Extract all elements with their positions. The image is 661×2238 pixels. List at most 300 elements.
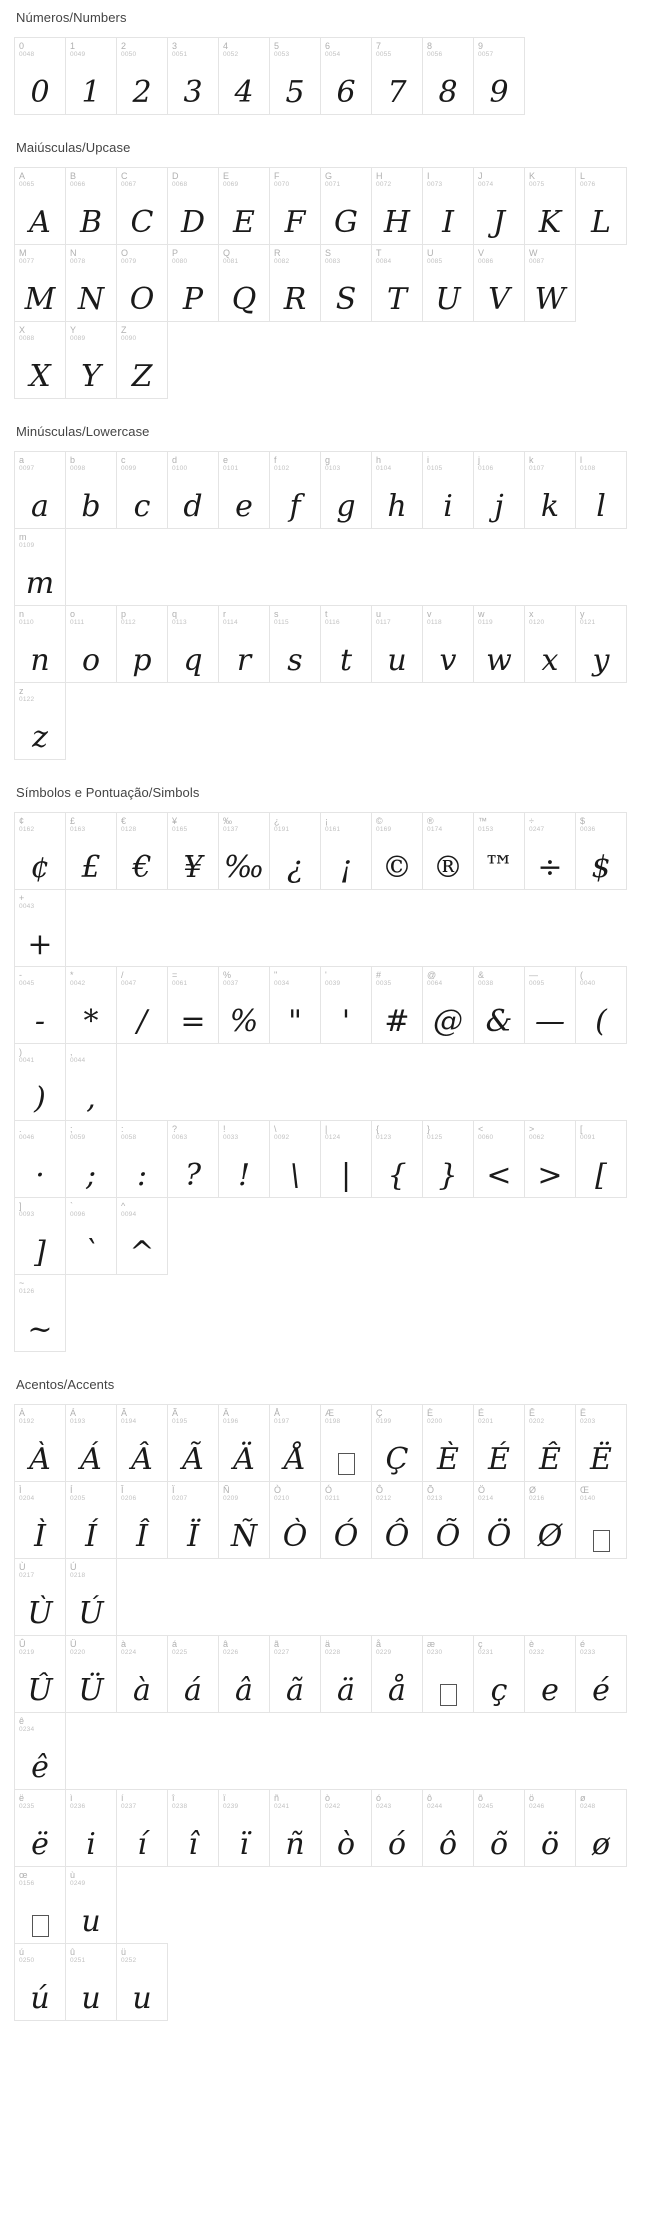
glyph-cell[interactable]: [524, 812, 576, 890]
glyph-cell[interactable]: [14, 1481, 66, 1559]
glyph-meta: [580, 171, 595, 189]
glyph-meta: [121, 41, 136, 59]
glyph-meta: [427, 609, 442, 627]
glyph-cell[interactable]: [167, 451, 219, 529]
glyph-code-label: 0101: [223, 465, 239, 473]
glyph-cell[interactable]: [320, 1789, 372, 1867]
glyph-meta: [274, 1793, 289, 1811]
glyph-character-label: ¿: [274, 816, 280, 826]
glyph-cell[interactable]: [14, 1866, 66, 1944]
glyph-section: [14, 140, 647, 398]
glyph-cell[interactable]: [116, 1120, 168, 1198]
glyph-character-label: ¢: [19, 816, 25, 826]
glyph-cell[interactable]: [218, 1120, 270, 1198]
glyph-code-label: 0191: [274, 826, 290, 834]
glyph-preview: U: [435, 282, 461, 317]
glyph-cell[interactable]: [269, 167, 321, 245]
glyph-code-label: 0243: [376, 1803, 392, 1811]
glyph-preview: á: [184, 1673, 202, 1708]
glyph-cell[interactable]: [524, 244, 576, 322]
glyph-character-label: g: [325, 455, 331, 465]
glyph-character-label: [: [580, 1124, 583, 1134]
glyph-character-label: 2: [121, 41, 127, 51]
glyph-cell[interactable]: [116, 605, 168, 683]
glyph-character-label: R: [274, 248, 281, 258]
glyph-character-label: X: [19, 325, 26, 335]
glyph-cell[interactable]: [575, 451, 627, 529]
glyph-character-label: ö: [529, 1793, 535, 1803]
glyph-cell[interactable]: [167, 605, 219, 683]
glyph-cell[interactable]: [116, 37, 168, 115]
glyph-preview: @: [433, 1004, 463, 1039]
glyph-code-label: 0115: [274, 619, 289, 627]
glyph-code-label: 0212: [376, 1495, 392, 1503]
glyph-cell[interactable]: [65, 966, 117, 1044]
glyph-cell[interactable]: [320, 167, 372, 245]
glyph-cell[interactable]: [422, 1789, 474, 1867]
glyph-meta: [121, 1793, 136, 1811]
glyph-preview: }: [438, 1158, 458, 1193]
glyph-cell[interactable]: [14, 37, 66, 115]
glyph-cell[interactable]: [167, 812, 219, 890]
glyph-character-label: N: [70, 248, 77, 258]
glyph-code-label: 0039: [325, 980, 341, 988]
glyph-character-label: Ç: [376, 1408, 383, 1418]
glyph-cell[interactable]: [422, 812, 474, 890]
glyph-meta: [172, 41, 187, 59]
missing-glyph-icon: [338, 1453, 355, 1475]
glyph-meta: [70, 1639, 85, 1657]
glyph-cell[interactable]: [167, 1404, 219, 1482]
glyph-cell[interactable]: [167, 37, 219, 115]
glyph-code-label: 0070: [274, 181, 290, 189]
glyph-meta: [376, 171, 391, 189]
glyph-cell[interactable]: [218, 1635, 270, 1713]
glyph-cell[interactable]: [116, 451, 168, 529]
glyph-cell[interactable]: [14, 682, 66, 760]
glyph-code-label: 0204: [19, 1495, 35, 1503]
glyph-cell[interactable]: [116, 167, 168, 245]
glyph-cell[interactable]: [218, 451, 270, 529]
glyph-cell[interactable]: [65, 321, 117, 399]
glyph-cell[interactable]: [422, 37, 474, 115]
glyph-cell[interactable]: [65, 451, 117, 529]
glyph-code-label: 0066: [70, 181, 86, 189]
glyph-cell[interactable]: [422, 167, 474, 245]
glyph-cell[interactable]: [14, 1043, 66, 1121]
glyph-code-label: 0111: [70, 619, 85, 627]
glyph-cell[interactable]: [167, 1120, 219, 1198]
glyph-cell[interactable]: [371, 1481, 423, 1559]
glyph-cell[interactable]: [524, 1789, 576, 1867]
glyph-cell[interactable]: [116, 1789, 168, 1867]
glyph-code-label: 0086: [478, 258, 494, 266]
glyph-cell[interactable]: [473, 1120, 525, 1198]
glyph-cell[interactable]: [269, 966, 321, 1044]
glyph-cell[interactable]: [14, 605, 66, 683]
glyph-cell[interactable]: [14, 966, 66, 1044]
glyph-cell[interactable]: [269, 244, 321, 322]
glyph-character-label: Í: [70, 1485, 73, 1495]
glyph-code-label: 0162: [19, 826, 35, 834]
glyph-cell[interactable]: [320, 37, 372, 115]
glyph-meta: [121, 455, 136, 473]
glyph-code-label: 0195: [172, 1418, 188, 1426]
glyph-cell[interactable]: [473, 451, 525, 529]
glyph-cell[interactable]: [14, 1789, 66, 1867]
glyph-character-label: ~: [19, 1278, 25, 1288]
glyph-meta: [325, 171, 340, 189]
glyph-cell[interactable]: [320, 451, 372, 529]
glyph-cell[interactable]: [320, 966, 372, 1044]
glyph-cell[interactable]: [14, 528, 66, 606]
glyph-code-label: 0045: [19, 980, 35, 988]
glyph-cell[interactable]: [116, 321, 168, 399]
glyph-cell[interactable]: [473, 37, 525, 115]
glyph-meta: [70, 1947, 85, 1965]
glyph-cell[interactable]: [14, 1274, 66, 1352]
glyph-code-label: 0061: [172, 980, 188, 988]
glyph-preview: ©: [382, 850, 412, 885]
glyph-code-label: 0124: [325, 1134, 341, 1142]
glyph-cell[interactable]: [473, 1789, 525, 1867]
glyph-cell[interactable]: [65, 1558, 117, 1636]
glyph-cell[interactable]: [65, 1943, 117, 2021]
glyph-cell[interactable]: [422, 244, 474, 322]
glyph-cell[interactable]: [65, 1635, 117, 1713]
glyph-cell[interactable]: [320, 605, 372, 683]
glyph-cell[interactable]: [269, 37, 321, 115]
glyph-code-label: 0043: [19, 903, 35, 911]
glyph-meta: [223, 41, 238, 59]
glyph-cell[interactable]: [14, 1404, 66, 1482]
glyph-cell[interactable]: [218, 812, 270, 890]
glyph-code-label: 0080: [172, 258, 188, 266]
glyph-cell[interactable]: [218, 1789, 270, 1867]
glyph-preview: !: [237, 1158, 251, 1193]
glyph-cell[interactable]: [65, 812, 117, 890]
glyph-cell[interactable]: [422, 1404, 474, 1482]
glyph-cell[interactable]: [524, 451, 576, 529]
glyph-cell[interactable]: [371, 1789, 423, 1867]
glyph-meta: [70, 171, 85, 189]
glyph-code-label: 0245: [478, 1803, 494, 1811]
glyph-cell[interactable]: [371, 1635, 423, 1713]
glyph-preview: h: [387, 489, 407, 524]
glyph-cell[interactable]: [320, 1404, 372, 1482]
glyph-character-label: :: [121, 1124, 124, 1134]
glyph-cell[interactable]: [269, 812, 321, 890]
glyph-cell[interactable]: [575, 1404, 627, 1482]
glyph-section: [14, 424, 647, 759]
glyph-section: [14, 785, 647, 1351]
glyph-character-label: 1: [70, 41, 76, 51]
glyph-code-label: 0105: [427, 465, 443, 473]
glyph-cell[interactable]: [218, 605, 270, 683]
glyph-code-label: 0083: [325, 258, 341, 266]
glyph-character-label: a: [19, 455, 25, 465]
glyph-cell[interactable]: [371, 966, 423, 1044]
glyph-cell[interactable]: [269, 1635, 321, 1713]
glyph-cell[interactable]: [65, 1197, 117, 1275]
glyph-preview: f: [289, 489, 301, 524]
glyph-meta: [19, 1870, 34, 1888]
glyph-cell[interactable]: [524, 1635, 576, 1713]
glyph-cell[interactable]: [422, 1635, 474, 1713]
glyph-code-label: 0046: [19, 1134, 35, 1142]
glyph-character-label: ã: [274, 1639, 280, 1649]
glyph-cell[interactable]: [116, 1635, 168, 1713]
glyph-code-label: 0102: [274, 465, 290, 473]
glyph-meta: [427, 1793, 442, 1811]
glyph-cell[interactable]: [14, 1120, 66, 1198]
glyph-code-label: 0196: [223, 1418, 239, 1426]
glyph-cell[interactable]: [116, 1481, 168, 1559]
glyph-cell[interactable]: [167, 966, 219, 1044]
glyph-cell[interactable]: [320, 244, 372, 322]
glyph-cell[interactable]: [473, 812, 525, 890]
glyph-meta: [223, 455, 238, 473]
glyph-cell[interactable]: [269, 605, 321, 683]
glyph-cell[interactable]: [320, 1635, 372, 1713]
glyph-cell[interactable]: [269, 1789, 321, 1867]
glyph-preview: Õ: [435, 1519, 461, 1554]
glyph-cell[interactable]: [473, 1481, 525, 1559]
glyph-cell[interactable]: [218, 167, 270, 245]
glyph-cell[interactable]: [473, 1404, 525, 1482]
glyph-cell[interactable]: [218, 37, 270, 115]
glyph-meta: [172, 455, 187, 473]
glyph-code-label: 0236: [70, 1803, 86, 1811]
glyph-character-label: Ù: [19, 1562, 26, 1572]
glyph-meta: [478, 970, 493, 988]
glyph-cell[interactable]: [116, 1404, 168, 1482]
glyph-row: [14, 1404, 647, 1481]
glyph-meta: [274, 248, 289, 266]
glyph-cell[interactable]: [473, 167, 525, 245]
glyph-cell[interactable]: [65, 244, 117, 322]
glyph-code-label: 0169: [376, 826, 392, 834]
glyph-cell[interactable]: [575, 1120, 627, 1198]
glyph-cell[interactable]: [65, 1043, 117, 1121]
glyph-cell[interactable]: [65, 1481, 117, 1559]
glyph-cell[interactable]: [167, 244, 219, 322]
glyph-cell[interactable]: [575, 167, 627, 245]
glyph-cell[interactable]: [371, 244, 423, 322]
glyph-cell[interactable]: [14, 167, 66, 245]
glyph-cell[interactable]: [473, 244, 525, 322]
glyph-cell[interactable]: [371, 1404, 423, 1482]
glyph-cell[interactable]: [422, 966, 474, 1044]
glyph-preview: £: [81, 850, 101, 885]
glyph-character-label: }: [427, 1124, 431, 1134]
glyph-cell[interactable]: [65, 1120, 117, 1198]
glyph-cell[interactable]: [575, 966, 627, 1044]
glyph-meta: [376, 609, 391, 627]
glyph-code-label: 0237: [121, 1803, 137, 1811]
glyph-character-label: ò: [325, 1793, 331, 1803]
glyph-preview: Ü: [78, 1673, 104, 1708]
glyph-cell[interactable]: [371, 167, 423, 245]
glyph-cell[interactable]: [65, 1789, 117, 1867]
glyph-row: [14, 1120, 647, 1274]
glyph-character-label: ™: [478, 816, 487, 826]
glyph-meta: [376, 1639, 391, 1657]
glyph-cell[interactable]: [65, 37, 117, 115]
glyph-character-label: e: [223, 455, 229, 465]
glyph-code-label: 0074: [478, 181, 494, 189]
glyph-cell[interactable]: [473, 1635, 525, 1713]
glyph-code-label: 0094: [121, 1211, 137, 1219]
glyph-cell[interactable]: [422, 1120, 474, 1198]
glyph-cell[interactable]: [14, 1558, 66, 1636]
glyph-character-label: <: [478, 1124, 484, 1134]
glyph-cell[interactable]: [218, 966, 270, 1044]
glyph-cell[interactable]: [65, 1866, 117, 1944]
glyph-character-label: Ü: [70, 1639, 77, 1649]
glyph-cell[interactable]: [14, 1943, 66, 2021]
glyph-meta: [172, 171, 187, 189]
glyph-cell[interactable]: [422, 451, 474, 529]
glyph-cell[interactable]: [524, 1120, 576, 1198]
glyph-cell[interactable]: [422, 1481, 474, 1559]
glyph-meta: [580, 1639, 595, 1657]
glyph-cell[interactable]: [371, 451, 423, 529]
glyph-cell[interactable]: [167, 1789, 219, 1867]
glyph-code-label: 0069: [223, 181, 239, 189]
glyph-meta: [172, 970, 187, 988]
glyph-cell[interactable]: [371, 37, 423, 115]
glyph-cell[interactable]: [371, 1120, 423, 1198]
glyph-cell[interactable]: [575, 605, 627, 683]
glyph-preview: ?: [184, 1158, 202, 1193]
glyph-cell[interactable]: [320, 812, 372, 890]
glyph-code-label: 0121: [580, 619, 596, 627]
glyph-cell[interactable]: [320, 1120, 372, 1198]
glyph-code-label: 0109: [19, 542, 35, 550]
glyph-character-label: C: [121, 171, 128, 181]
glyph-cell[interactable]: [473, 605, 525, 683]
glyph-cell[interactable]: [218, 244, 270, 322]
glyph-cell[interactable]: [116, 244, 168, 322]
glyph-character-label: Â: [121, 1408, 128, 1418]
glyph-character-label: €: [121, 816, 127, 826]
glyph-cell[interactable]: [14, 321, 66, 399]
glyph-character-label: U: [427, 248, 434, 258]
glyph-code-label: 0192: [19, 1418, 35, 1426]
glyph-code-label: 0095: [529, 980, 545, 988]
glyph-cell[interactable]: [14, 1712, 66, 1790]
glyph-preview: ¿: [286, 850, 304, 885]
glyph-preview: (: [595, 1004, 607, 1039]
glyph-cell[interactable]: [116, 812, 168, 890]
glyph-cell[interactable]: [14, 889, 66, 967]
glyph-cell[interactable]: [14, 451, 66, 529]
glyph-character-label: ø: [580, 1793, 586, 1803]
glyph-character-label: ô: [427, 1793, 433, 1803]
glyph-cell[interactable]: [422, 605, 474, 683]
glyph-preview: t: [339, 643, 353, 678]
glyph-preview: r: [236, 643, 252, 678]
glyph-meta: [580, 1408, 595, 1426]
glyph-cell[interactable]: [65, 1404, 117, 1482]
glyph-cell[interactable]: [167, 1481, 219, 1559]
glyph-cell[interactable]: [116, 1943, 168, 2021]
glyph-meta: [19, 455, 34, 473]
glyph-cell[interactable]: [14, 1197, 66, 1275]
glyph-cell[interactable]: [167, 1635, 219, 1713]
glyph-cell[interactable]: [575, 812, 627, 890]
glyph-code-label: 0068: [172, 181, 188, 189]
glyph-code-label: 0055: [376, 51, 392, 59]
glyph-cell[interactable]: [371, 812, 423, 890]
glyph-cell[interactable]: [218, 1481, 270, 1559]
glyph-meta: [223, 1793, 238, 1811]
glyph-cell[interactable]: [167, 167, 219, 245]
glyph-cell[interactable]: [269, 1120, 321, 1198]
glyph-meta: [274, 1408, 289, 1426]
glyph-cell[interactable]: [524, 1481, 576, 1559]
glyph-cell[interactable]: [320, 1481, 372, 1559]
glyph-character-label: À: [19, 1408, 26, 1418]
glyph-meta: [70, 609, 84, 627]
glyph-meta: [70, 1201, 85, 1219]
glyph-cell[interactable]: [575, 1481, 627, 1559]
glyph-meta: [580, 816, 595, 834]
glyph-cell[interactable]: [14, 812, 66, 890]
glyph-cell[interactable]: [575, 1789, 627, 1867]
glyph-cell[interactable]: [269, 451, 321, 529]
glyph-cell[interactable]: [14, 1635, 66, 1713]
glyph-cell[interactable]: [269, 1481, 321, 1559]
glyph-code-label: 0092: [274, 1134, 290, 1142]
glyph-character-label: Z: [121, 325, 127, 335]
glyph-cell[interactable]: [524, 605, 576, 683]
glyph-cell[interactable]: [371, 605, 423, 683]
glyph-character-label: b: [70, 455, 76, 465]
glyph-cell[interactable]: [524, 167, 576, 245]
glyph-cell[interactable]: [218, 1404, 270, 1482]
glyph-code-label: 0228: [325, 1649, 341, 1657]
glyph-meta: [121, 1124, 136, 1142]
glyph-meta: [172, 1124, 187, 1142]
glyph-cell[interactable]: [575, 1635, 627, 1713]
section-title: Símbolos e Pontuação/Simbols: [16, 785, 200, 800]
glyph-meta: [19, 1485, 34, 1503]
glyph-cell[interactable]: [473, 966, 525, 1044]
glyph-cell[interactable]: [14, 244, 66, 322]
glyph-character-label: û: [70, 1947, 76, 1957]
glyph-cell[interactable]: [116, 1197, 168, 1275]
glyph-preview: u: [387, 643, 407, 678]
glyph-cell[interactable]: [65, 167, 117, 245]
glyph-cell[interactable]: [65, 605, 117, 683]
glyph-code-label: 0098: [70, 465, 86, 473]
glyph-cell[interactable]: [524, 1404, 576, 1482]
glyph-meta: [427, 41, 442, 59]
glyph-character-label: k: [529, 455, 534, 465]
glyph-cell[interactable]: [116, 966, 168, 1044]
glyph-meta: [529, 609, 544, 627]
glyph-character-label: i: [427, 455, 429, 465]
glyph-meta: [376, 1485, 391, 1503]
glyph-preview: À: [29, 1442, 51, 1477]
glyph-cell[interactable]: [269, 1404, 321, 1482]
glyph-meta: [121, 325, 136, 343]
glyph-preview: =: [180, 1004, 206, 1039]
glyph-cell[interactable]: [524, 966, 576, 1044]
glyph-preview: {: [387, 1158, 407, 1193]
